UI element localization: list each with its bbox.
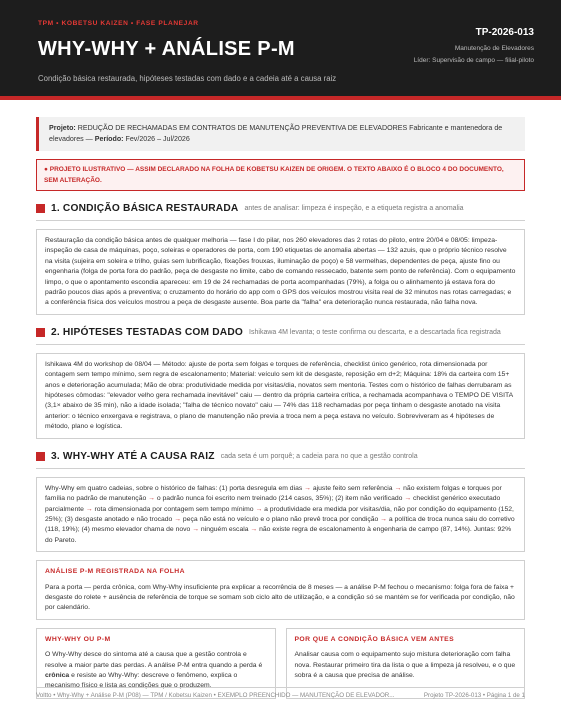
project-box (36, 117, 525, 151)
period-label: Período: (94, 135, 124, 143)
chain-text: o padrão nunca foi escrito nem treinado (214 casos, 35%); (2) item não verificado (156, 495, 403, 503)
card-left-text: O Why-Why desce do sintoma até a causa que a gestão controla e resolve a maior parte das perdas. A análise P-M entra quando a perda é (45, 651, 263, 669)
divider (36, 468, 525, 469)
arrow-right-icon: → (304, 484, 311, 492)
chain-text: não existem folgas e torques por família no padrão de manutenção (45, 484, 502, 503)
pm-analysis-box (36, 560, 525, 620)
pm-analysis-body: Para a porta — perda crônica, com Why-Why insuficiente pra explicar a recorrência de 8 meses — a análise P-M fechou o mecanismo: folga fora de faixa + desgaste do rolete + ausência de referência de torque se somam sob ciclo alto de utilização, e a condição só se mantém se for verificada por condição, não por calendário. (45, 583, 515, 612)
arrow-right-icon: → (404, 495, 412, 503)
chain-text: Why-Why em quatro cadeias, sobre o histórico de falhas: (1) porta desregula em dias (45, 484, 303, 492)
arrow-right-icon: → (250, 526, 258, 534)
page-subtitle: Condição básica restaurada, hipóteses testadas com dado e a cadeia até a causa raiz (38, 74, 337, 83)
page-header (0, 0, 561, 96)
chain-text: a produtividade era medida por visitas/dia, não por condição do equipamento (152, 25%); (3) desgaste anotado e não trocado (45, 505, 514, 523)
header-leader: Líder: Supervisão de campo — filial-piloto (413, 57, 534, 64)
divider (36, 344, 525, 345)
chain-text: a política de troca nunca saiu do corretivo (118, 19%); (4) mesmo elevador chama de novo (45, 515, 515, 534)
page-footer (36, 687, 525, 699)
section-marker-icon (36, 452, 45, 461)
card-right-title: POR QUE A CONDIÇÃO BÁSICA VEM ANTES (294, 635, 455, 643)
card-left-bold: crônica (45, 671, 70, 679)
chain-text: checklist genérico executado parcialmente (45, 495, 501, 513)
section-2-title: 2. HIPÓTESES TESTADAS COM DADO (51, 326, 244, 338)
section-3-note: cada seta é um porquê; a cadeia para no que a gestão controla (220, 452, 418, 460)
section-1-body: Restauração da condição básica antes de qualquer melhoria — fase I do pilar, nos 260 elevadores das 2 rotas do piloto, entre 20/04 e 08/05: limpeza-inspeção de casa de máquinas, poço, soleiras e operadores de porta, com 190 etiquetas de anomalia abertas — 132 azuis, que o próprio técnico resolve na visita (sujeira em soleira e trilho, guias sem lubrificação, fixações frouxas, iluminação de poço) e 58 vermelhas, dependentes de peça, ajuste fino ou engenharia (folga de porta fora do padrão, peça de desgaste no limite, cabo de comando ressecado, batente sem ponto de referência). Com o equipamento limpo, o que o apontamento escondia apareceu: em 19 de 24 rechamadas de porta acompanhadas (79%), a folga ou o alinhamento já estava fora do padrão poucos dias após a preventiva; o cruzamento do horário do app com o GPS dos veículos mostrou visita real de 32 minutos nas rotas carregadas; e a conferência física dos veículos mostrou a peça de desgaste ausente. Boa parte da "falha" era deterioração nunca restaurada, não falha nova. (36, 229, 525, 315)
section-3-header (36, 451, 525, 462)
project-code: TP-2026-013 (475, 27, 534, 38)
arrow-right-icon: → (394, 484, 402, 492)
section-1-header (36, 203, 525, 214)
card-left-text: e resiste ao Why-Why: descreve o fenômeno, explica o mecanismo físico e lista as condições que o produzem. (45, 671, 238, 690)
section-1-title: 1. CONDIÇÃO BÁSICA RESTAURADA (51, 203, 239, 214)
header-meta (414, 27, 534, 67)
arrow-right-icon: → (192, 526, 200, 534)
card-right-text: Analisar causa com o equipamento sujo mistura deterioração com falha nova. Restaurar primeiro tira da lista o que a limpeza já resolveu, e o que sobra é a causa que precisa de análise. (294, 651, 516, 679)
project-text: REDUÇÃO DE RECHAMADAS EM CONTRATOS DE MANUTENÇÃO PREVENTIVA DE ELEVADORES Fabricante e mantenedora de elevadores — (49, 124, 503, 143)
accent-bar (0, 96, 561, 100)
page-title: WHY-WHY + ANÁLISE P-M (38, 38, 295, 60)
project-label: Projeto: (49, 124, 76, 132)
period-value: Fev/2026 – Jul/2026 (125, 135, 190, 143)
divider (36, 220, 525, 221)
notice-banner: ● PROJETO ILUSTRATIVO — ASSIM DECLARADO NA FOLHA DE KOBETSU KAIZEN DE ORIGEM. O TEXTO ABAIXO É O BLOCO 4 DO DOCUMENTO, SEM ALTERAÇÃO. (36, 159, 525, 191)
main-content (0, 117, 561, 699)
section-3-title: 3. WHY-WHY ATÉ A CAUSA RAIZ (51, 450, 215, 462)
section-2-note: Ishikawa 4M levanta; o teste confirma ou descarta, e a descartada fica registrada (249, 328, 501, 336)
section-2-header (36, 327, 525, 338)
header-area: Manutenção de Elevadores (454, 45, 534, 52)
card-left-title: WHY-WHY OU P-M (45, 635, 111, 643)
section-2-body: Ishikawa 4M do workshop de 08/04 — Método: ajuste de porta sem folgas e torques de referência, checklist único genérico, rota dimensionada por contagem sem tempo mínimo, sem regra de escalonamento; Material: veículo sem kit de desgaste, reposição em d+2; Máquina: 18% da carteira com 15+ anos e deterioração acumulada; Mão de obra: produtividade medida por visitas/dia, novatos sem mentoria. Testes com o histórico de falhas derrubaram as hipóteses cômodas: "elevador velho gera rechamada inevitável" caiu — dentro da própria carteira crítica, a rechamada acompanhava o TEMPO DE VISITA (3,1× abaixo de 35 min), não a idade isolada; "falha de técnico novato" caiu — 74% das 118 rechamadas por peça tinham o desgaste anotado na visita anterior: o técnico enxergava e registrava, o plano de manutenção não previa a troca nem a peça estava no veículo. Sobreviveram as 4 hipóteses de método, plano e logística. (36, 353, 525, 439)
arrow-right-icon: → (174, 515, 182, 523)
chain-text: não existe regra de escalonamento à engenharia de campo (87, 14%). Juntas: 92% do Pareto. (45, 526, 512, 544)
footer-right: Projeto TP-2026-013 • Página 1 de 1 (423, 692, 525, 699)
chain-text: rota dimensionada por contagem sem tempo mínimo (94, 505, 254, 513)
section-marker-icon (36, 204, 45, 213)
chain-text: ajuste feito sem referência (312, 484, 393, 492)
header-kicker: TPM • KOBETSU KAIZEN • FASE PLANEJAR (38, 20, 199, 27)
pm-analysis-title: ANÁLISE P-M REGISTRADA NA FOLHA (45, 568, 185, 576)
arrow-right-icon: → (380, 515, 387, 523)
why-chain-box (36, 477, 525, 552)
chain-text: peça não está no veículo e o plano não prevê troca por condição (182, 515, 379, 523)
section-marker-icon (36, 328, 45, 337)
footer-left: Voltto • Why-Why + Análise P-M (P08) — TPM / Kobetsu Kaizen • EXEMPLO PREENCHIDO — MANUTENÇÃO DE ELEVADOR... (36, 692, 395, 699)
section-1-note: antes de analisar: limpeza é inspeção, e a etiqueta registra a anomalia (244, 205, 464, 212)
chain-text: ninguém escala (200, 526, 249, 534)
arrow-right-icon: → (255, 505, 263, 513)
arrow-right-icon: → (148, 495, 155, 503)
arrow-right-icon: → (85, 505, 93, 513)
